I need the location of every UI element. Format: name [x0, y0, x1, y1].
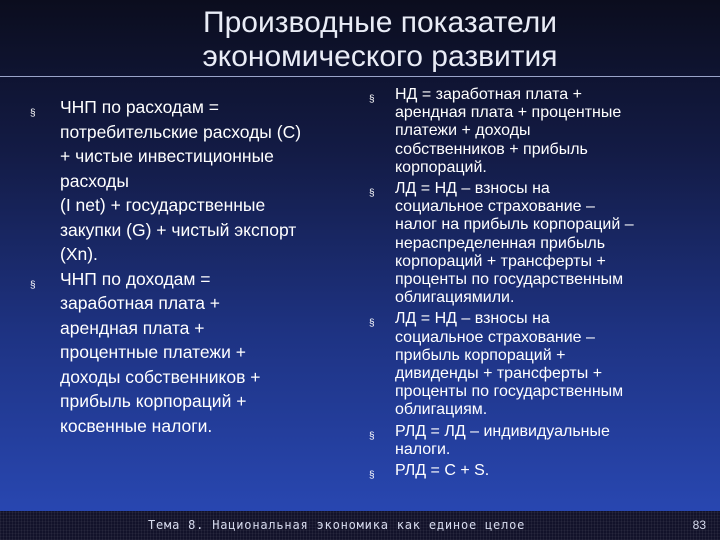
- right-bullet-item: [369, 86, 714, 177]
- bullet-icon: §: [30, 279, 36, 291]
- right-bullet-item: [369, 180, 714, 307]
- bullet-icon: §: [369, 470, 375, 482]
- bullet-text: ЧНП по расходам = потребительские расходы (C) + чистые инвестиционные расходы (I net) + государственные закупки (G) + чистый экспорт (Xn).: [60, 97, 302, 264]
- right-column: [369, 86, 714, 480]
- bullet-text: ЧНП по доходам = заработная плата + арендная плата + процентные платежи + доходы собственников + прибыль корпораций + косвенные налоги.: [60, 268, 261, 436]
- slide-title: [160, 6, 600, 74]
- slide-title-text: Производные показатели экономического развития: [202, 6, 558, 73]
- right-bullet-item: [369, 462, 714, 480]
- bullet-text: ЛД = НД – взносы на социальное страхование – прибыль корпораций + дивиденды + трансферты + проценты по государственным облигациям.: [395, 310, 624, 419]
- bullet-text: ЛД = НД – взносы на социальное страхование – налог на прибыль корпораций – нераспределенная прибыль корпораций + трансферты + проценты по государственным облигациямили.: [395, 180, 634, 307]
- footer-caption: Тема 8. Национальная экономика как единое целое: [148, 518, 526, 532]
- left-bullet-item: [30, 267, 360, 439]
- bullet-icon: §: [369, 94, 375, 105]
- bullet-icon: §: [369, 430, 375, 442]
- bullet-icon: §: [369, 188, 375, 200]
- right-bullet-item: [369, 423, 714, 459]
- title-divider: [0, 76, 720, 77]
- left-bullet-item: [30, 95, 360, 267]
- bullet-icon: §: [369, 318, 375, 330]
- bullet-text: НД = заработная плата + арендная плата + процентные платежи + доходы собственников + прибыль корпораций.: [395, 86, 622, 176]
- right-bullet-item: [369, 310, 714, 419]
- left-column: [30, 95, 360, 438]
- bullet-text: РЛД = С + S.: [395, 462, 490, 480]
- bullet-icon: §: [30, 108, 36, 119]
- page-number: 83: [692, 518, 706, 532]
- bullet-text: РЛД = ЛД – индивидуальные налоги.: [395, 422, 610, 458]
